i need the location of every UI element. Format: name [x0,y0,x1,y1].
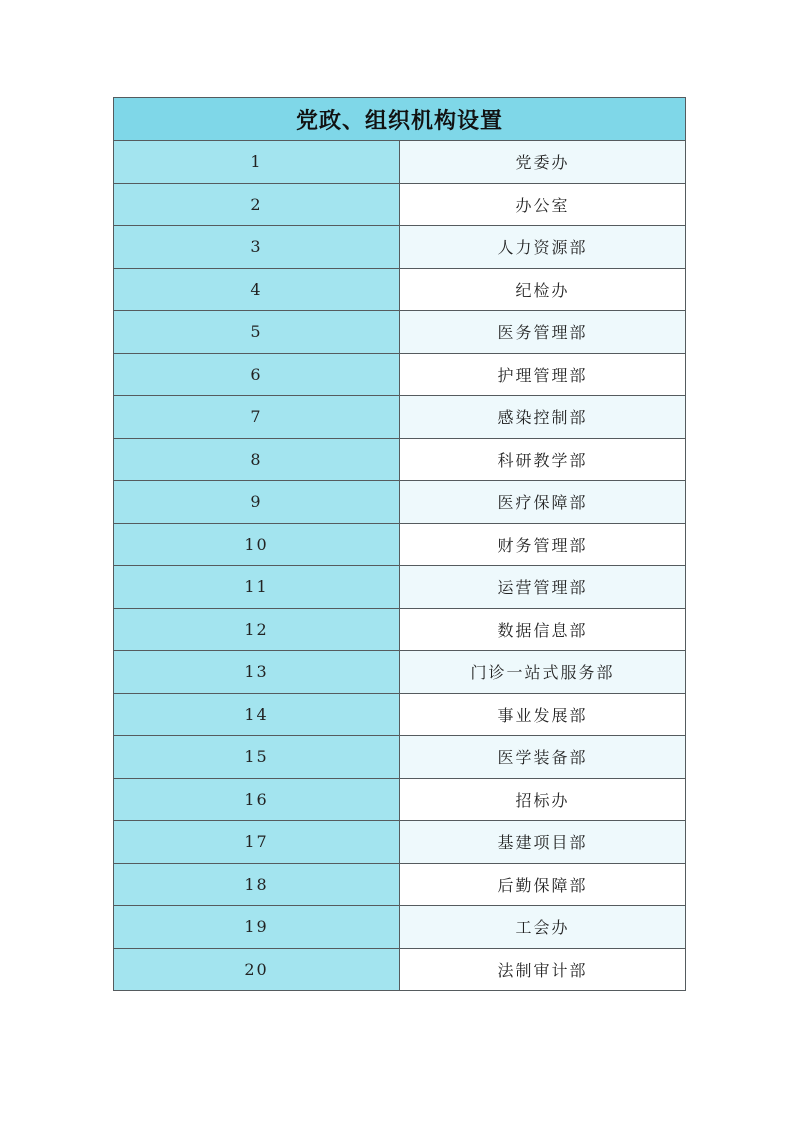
table-row [114,353,686,396]
department-name: 纪检办 [400,268,686,311]
department-name: 党委办 [400,141,686,184]
row-number: 14 [114,693,400,736]
row-number: 5 [114,311,400,354]
department-name: 办公室 [400,183,686,226]
row-number: 8 [114,438,400,481]
table-row [114,566,686,609]
table-row [114,396,686,439]
department-name: 后勤保障部 [400,863,686,906]
table-row [114,523,686,566]
table-row [114,141,686,184]
row-number: 16 [114,778,400,821]
table-row [114,821,686,864]
department-name: 数据信息部 [400,608,686,651]
table-row [114,226,686,269]
row-number: 9 [114,481,400,524]
department-name: 门诊一站式服务部 [400,651,686,694]
department-name: 医学装备部 [400,736,686,779]
table-row [114,863,686,906]
row-number: 20 [114,948,400,991]
department-name: 基建项目部 [400,821,686,864]
department-name: 招标办 [400,778,686,821]
row-number: 12 [114,608,400,651]
table-row [114,906,686,949]
row-number: 4 [114,268,400,311]
department-name: 法制审计部 [400,948,686,991]
row-number: 1 [114,141,400,184]
table-row [114,183,686,226]
department-name: 医务管理部 [400,311,686,354]
row-number: 17 [114,821,400,864]
department-name: 感染控制部 [400,396,686,439]
row-number: 19 [114,906,400,949]
department-name: 护理管理部 [400,353,686,396]
row-number: 3 [114,226,400,269]
row-number: 15 [114,736,400,779]
table-row [114,481,686,524]
table-row [114,693,686,736]
table-title-row [114,98,686,141]
row-number: 11 [114,566,400,609]
department-name: 运营管理部 [400,566,686,609]
row-number: 6 [114,353,400,396]
table-row [114,608,686,651]
table-row [114,268,686,311]
table-row [114,311,686,354]
row-number: 13 [114,651,400,694]
org-structure-table [113,97,686,991]
row-number: 7 [114,396,400,439]
table-row [114,736,686,779]
table-row [114,651,686,694]
row-number: 10 [114,523,400,566]
table-body [114,98,686,991]
table-row [114,778,686,821]
department-name: 医疗保障部 [400,481,686,524]
department-name: 工会办 [400,906,686,949]
table-title: 党政、组织机构设置 [114,98,686,141]
department-name: 事业发展部 [400,693,686,736]
department-name: 人力资源部 [400,226,686,269]
table-row [114,438,686,481]
department-name: 财务管理部 [400,523,686,566]
department-name: 科研教学部 [400,438,686,481]
row-number: 2 [114,183,400,226]
table-row [114,948,686,991]
row-number: 18 [114,863,400,906]
